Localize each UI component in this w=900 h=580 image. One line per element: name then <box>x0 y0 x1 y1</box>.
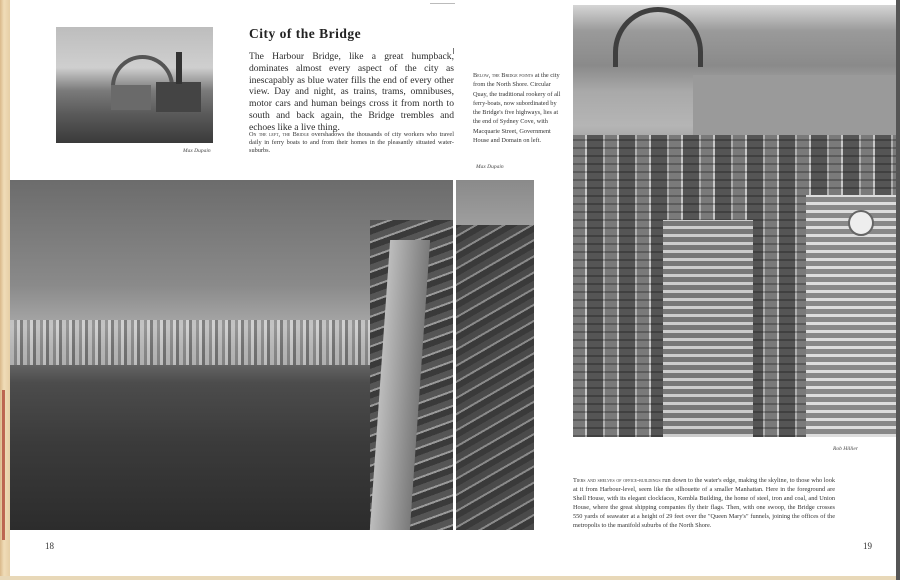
caption-lead: Tiers and shelves of office-buildings <box>573 477 661 484</box>
intro-paragraph: The Harbour Bridge, like a great humpback, dominates almost every aspect of the city as inescapably as blue water fills the end of every other view. Day and night, as trains, trams, omnibuses, motor cars and human beings cross it from north to south and back again, the Bridge trembles and echoes like a live thing. <box>249 51 454 133</box>
caption-text: run down to the water's edge, making the skyline, to those who look at it from Harbour-level, seem like the silhouette of a smaller Manhattan. Here in the foreground are Shell House, with its elegant clockfaces, Kembla Building, the home of steel, iron and coal, and Union House, where the great shipping companies fly their flags. Then, with one swoop, the Bridge crosses 550 yards of seawater at a height of 29 feet over the "Queen Mary's" funnels, joining the offices of the metropolis to the manifold suburbs of the North Shore. <box>573 477 835 529</box>
caption-lead: On the left, the Bridge <box>249 131 310 138</box>
article-title: City of the Bridge <box>249 26 362 41</box>
ferry-photo <box>56 27 213 143</box>
bridge-arch <box>613 7 703 67</box>
office-building <box>663 220 753 437</box>
photo-credit: Max Dupain <box>183 148 211 154</box>
caption-right <box>573 477 835 530</box>
sky <box>456 180 534 225</box>
page-edge-right <box>896 0 900 580</box>
city-skyline-photo <box>573 5 896 437</box>
bridge-panorama-photo <box>10 180 453 530</box>
top-rule <box>430 3 455 4</box>
harbour-water <box>693 75 896 135</box>
page-number-left: 18 <box>45 541 54 551</box>
page-number-right: 19 <box>863 541 872 551</box>
ferry-boat <box>156 82 201 112</box>
bridge-panorama-photo-continued <box>456 180 534 530</box>
caption-text: at the city from the North Shore. Circular Quay, the traditional rookery of all ferry-boats, now subordinated by the Bridge's five highways, lies at the end of Sydney Cove, with Macquarie Street, Government House and Domain on left. <box>473 72 561 145</box>
ferry-boat <box>111 85 151 110</box>
ferry-funnel <box>176 52 182 84</box>
clock-face <box>848 210 874 236</box>
cover-edge <box>2 390 5 540</box>
caption-lead: Below, the Bridge points <box>473 72 534 79</box>
photo-credit: Rob Hillier <box>833 446 858 452</box>
caption-left <box>249 131 454 155</box>
page-edge-left <box>0 0 10 580</box>
page-edge-bottom <box>0 576 900 580</box>
caption-below <box>473 71 565 145</box>
city-skyline <box>10 320 380 365</box>
caption-text: overshadows the thousands of city workers who travel daily in ferry boats to and from their homes in the pleasantly situated water-suburbs. <box>249 131 454 154</box>
photo-credit: Max Dupain <box>476 164 504 170</box>
